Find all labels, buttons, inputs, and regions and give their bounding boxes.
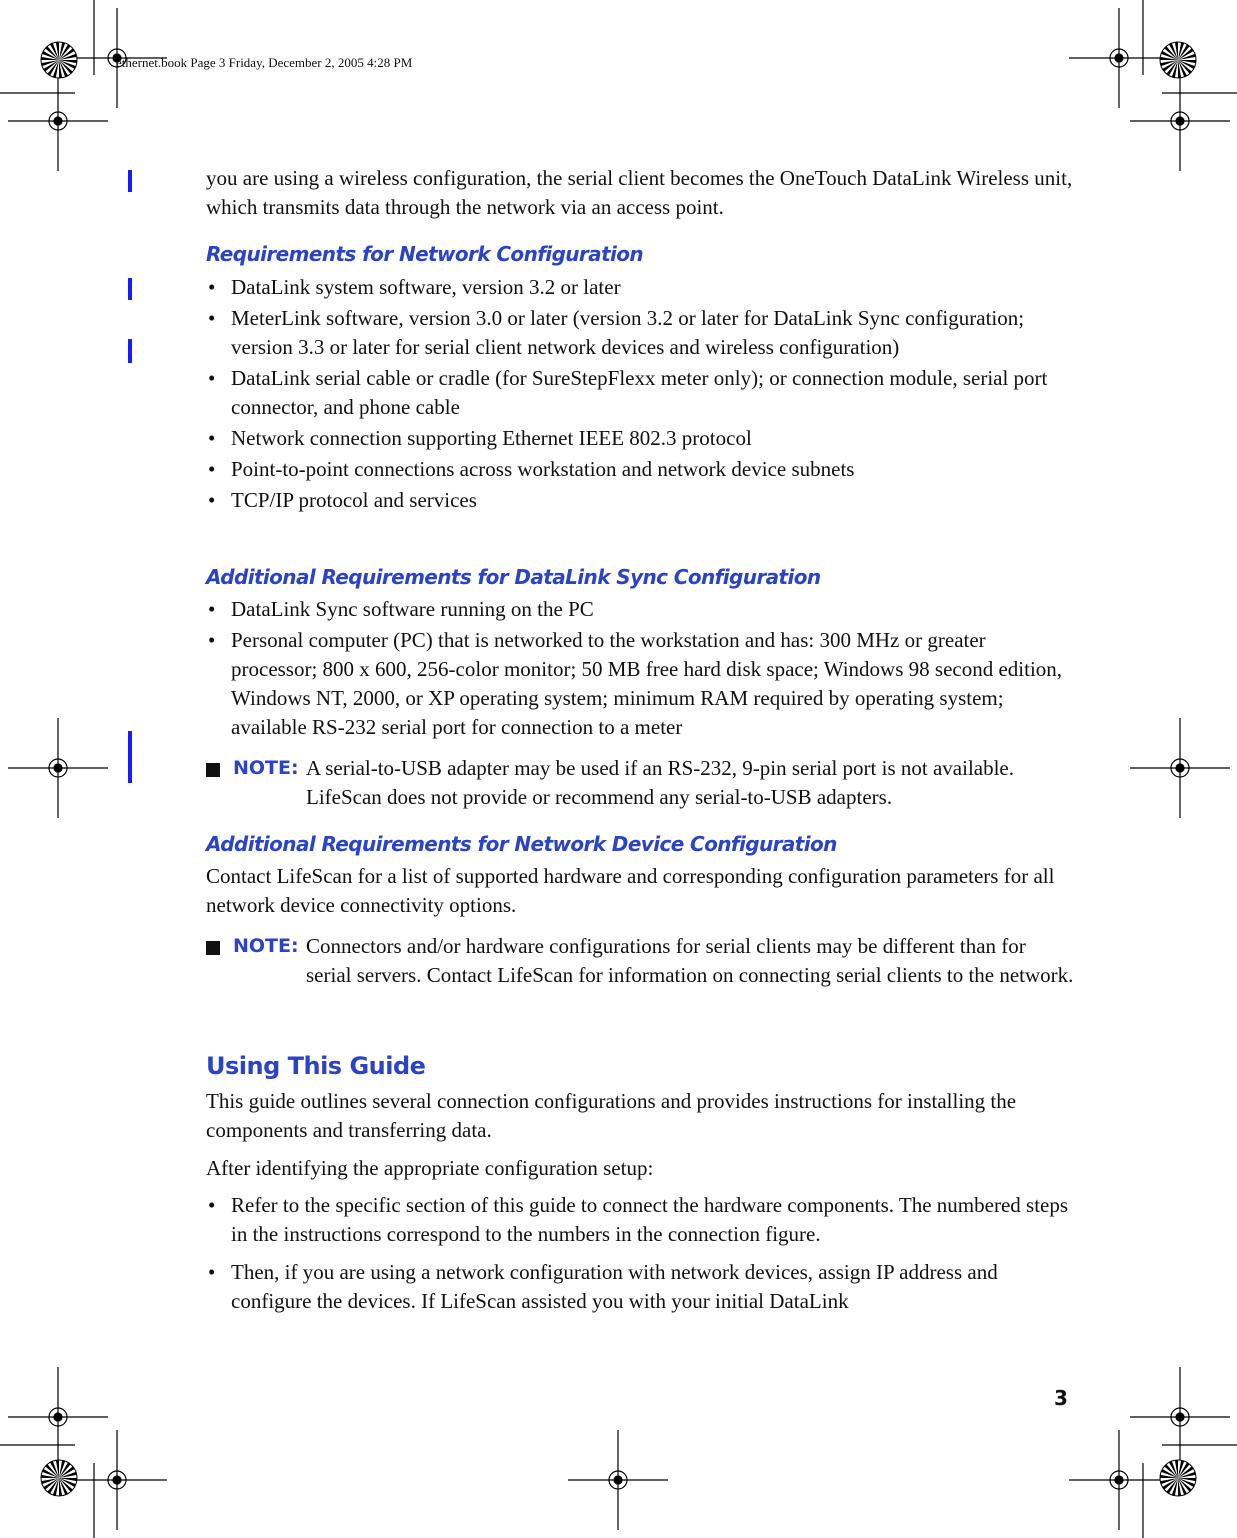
registration-crosshair-icon xyxy=(1069,1430,1169,1530)
starburst-target-icon xyxy=(1160,42,1196,78)
note-label: NOTE: xyxy=(233,757,299,779)
page-number: 3 xyxy=(1054,1386,1068,1410)
list-item: • DataLink system software, version 3.2 or later xyxy=(206,273,1076,302)
registration-crosshair-icon xyxy=(67,1430,167,1530)
note-square-icon xyxy=(206,763,220,777)
device-requirements-heading: Additional Requirements for Network Device Configuration xyxy=(206,832,837,856)
list-item: • Point-to-point connections across workstation and network device subnets xyxy=(206,455,1076,484)
sync-requirements-heading: Additional Requirements for DataLink Sync Configuration xyxy=(206,565,821,589)
list-item: • DataLink Sync software running on the PC xyxy=(206,595,1076,624)
change-bar xyxy=(128,339,132,363)
registration-crosshair-icon xyxy=(8,71,108,171)
registration-crosshair-icon xyxy=(1130,718,1230,818)
sync-requirements-list xyxy=(206,595,1076,744)
registration-crosshair-icon xyxy=(8,718,108,818)
device-requirements-text: Contact LifeScan for a list of supported hardware and corresponding configuration parameters for all network device connectivity options. xyxy=(206,864,1055,917)
starburst-target-icon xyxy=(41,1460,77,1496)
note-serial-clients xyxy=(206,932,1076,990)
guide-paragraph: After identifying the appropriate configuration setup: xyxy=(206,1156,654,1180)
change-bar xyxy=(128,278,132,300)
requirements-heading: Requirements for Network Configuration xyxy=(206,242,644,266)
registration-crosshair-icon xyxy=(1069,8,1169,108)
registration-crosshair-icon xyxy=(568,1430,668,1530)
using-guide-heading: Using This Guide xyxy=(206,1052,426,1080)
note-label: NOTE: xyxy=(233,935,299,957)
note-text: A serial-to-USB adapter may be used if an RS-232, 9-pin serial port is not available. LifeScan does not provide or recommend any serial-to-USB adapters. xyxy=(306,756,1015,809)
starburst-target-icon xyxy=(41,42,77,78)
registration-crosshair-icon xyxy=(1130,1367,1230,1467)
guide-steps-list xyxy=(206,1191,1076,1325)
note-text: Connectors and/or hardware configurations for serial clients may be different than for serial servers. Contact LifeScan for information on connecting serial clients to the network. xyxy=(306,934,1074,987)
guide-paragraph: This guide outlines several connection configurations and provides instructions for installing the components and transferring data. xyxy=(206,1089,1017,1142)
requirements-list xyxy=(206,273,1076,517)
list-item: • TCP/IP protocol and services xyxy=(206,486,1076,515)
change-bar xyxy=(128,170,132,192)
list-item: • Refer to the specific section of this guide to connect the hardware components. The numbered steps in the instructions correspond to the numbers in the connection figure. xyxy=(206,1191,1076,1249)
change-bar xyxy=(128,731,132,783)
note-serial-usb xyxy=(206,754,1076,812)
print-slug: ethernet.book Page 3 Friday, December 2, 2005 4:28 PM xyxy=(116,55,413,70)
registration-crosshair-icon xyxy=(8,1367,108,1467)
list-item: • MeterLink software, version 3.0 or later (version 3.2 or later for DataLink Sync configuration; version 3.3 or later for serial client network devices and wireless configuration) xyxy=(206,304,1076,362)
starburst-target-icon xyxy=(1160,1460,1196,1496)
intro-paragraph: you are using a wireless configuration, the serial client becomes the OneTouch DataLink Wireless unit, which transmits data through the network via an access point. xyxy=(206,166,1073,219)
list-item: • Personal computer (PC) that is networked to the workstation and has: 300 MHz or greater processor; 800 x 600, 256-color monitor; 50 MB free hard disk space; Windows 98 second edition, Windows NT, 2000, or XP operating system; minimum RAM required by operating system; available RS-232 serial port for connection to a meter xyxy=(206,626,1076,742)
registration-crosshair-icon xyxy=(1130,71,1230,171)
list-item: • Then, if you are using a network configuration with network devices, assign IP address and configure the devices. If LifeScan assisted you with your initial DataLink xyxy=(206,1258,1076,1316)
list-item: • DataLink serial cable or cradle (for SureStepFlexx meter only); or connection module, serial port connector, and phone cable xyxy=(206,364,1076,422)
list-item: • Network connection supporting Ethernet IEEE 802.3 protocol xyxy=(206,424,1076,453)
note-square-icon xyxy=(206,941,220,955)
